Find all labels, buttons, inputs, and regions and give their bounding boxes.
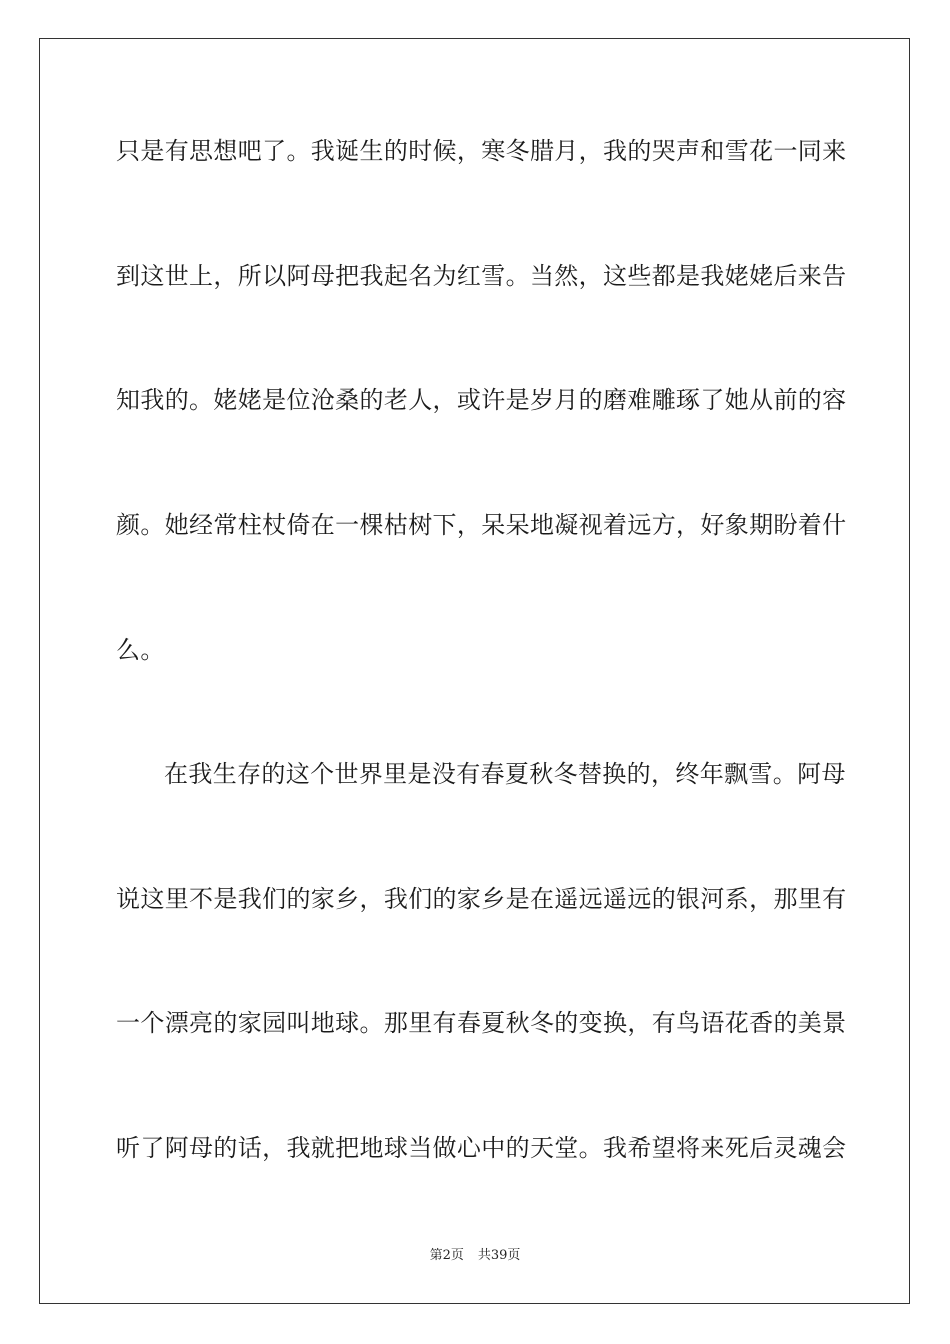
text-line-8: 一个漂亮的家园叫地球。那里有春夏秋冬的变换，有鸟语花香的美景 xyxy=(116,1009,847,1037)
text-line-3: 知我的。姥姥是位沧桑的老人，或许是岁月的磨难雕琢了她从前的容 xyxy=(116,386,847,414)
page-footer xyxy=(0,1247,950,1265)
page-number: 第2页 xyxy=(429,1248,464,1263)
text-line-7: 说这里不是我们的家乡，我们的家乡是在遥远遥远的银河系，那里有 xyxy=(116,885,847,913)
text-line-5: 么。 xyxy=(116,636,165,664)
text-line-4: 颜。她经常柱杖倚在一棵枯树下，呆呆地凝视着远方，好象期盼着什 xyxy=(116,511,847,539)
text-line-9: 听了阿母的话，我就把地球当做心中的天堂。我希望将来死后灵魂会 xyxy=(116,1134,847,1162)
paragraph-2-first-line: 在我生存的这个世界里是没有春夏秋冬替换的，终年飘雪。阿母 xyxy=(164,760,846,788)
page-border xyxy=(39,38,910,1304)
text-line-2: 到这世上，所以阿母把我起名为红雪。当然，这些都是我姥姥后来告 xyxy=(116,262,847,290)
text-line-1: 只是有思想吧了。我诞生的时候，寒冬腊月，我的哭声和雪花一同来 xyxy=(116,137,847,165)
page-total: 共39页 xyxy=(477,1248,521,1263)
